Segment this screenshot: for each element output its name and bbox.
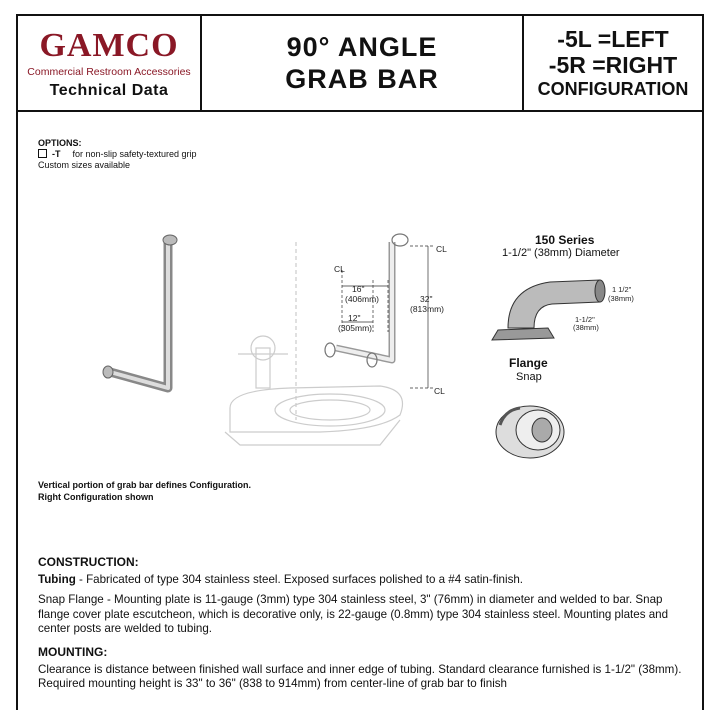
centerline-left: CL bbox=[334, 264, 345, 274]
logo-tagline: Commercial Restroom Accessories bbox=[27, 65, 191, 78]
series-diameter: 1-1/2" (38mm) Diameter bbox=[502, 247, 620, 259]
config-label: CONFIGURATION bbox=[537, 79, 689, 99]
caption-line-2: Right Configuration shown bbox=[38, 492, 154, 502]
title-line-1: 90° ANGLE bbox=[286, 32, 438, 62]
technical-data-label: Technical Data bbox=[49, 81, 169, 99]
option-code: -T bbox=[52, 149, 61, 159]
title-line-2: GRAB BAR bbox=[285, 64, 439, 94]
tubing-label: Tubing bbox=[38, 572, 76, 586]
tubing-paragraph bbox=[38, 573, 684, 588]
dim-32-label: 32" bbox=[420, 294, 433, 304]
config-right: -5R =RIGHT bbox=[548, 52, 678, 78]
tubing-text: - Fabricated of type 304 stainless steel. Exposed surfaces polished to a #4 satin-finish. bbox=[75, 572, 524, 586]
toilet-outline bbox=[225, 242, 403, 445]
flange-title: Flange bbox=[509, 356, 548, 370]
caption-line-1: Vertical portion of grab bar defines Configuration. bbox=[38, 480, 252, 490]
diameter-in-label: 1 1/2" bbox=[612, 285, 632, 294]
mounting-paragraph: Clearance is distance between finished wall surface and inner edge of tubing. Standard clearance furnished is 1-1/2" (38mm). Required mounting height is 33" to 36" (838 to 914mm) from center-line of grab bar to finish bbox=[38, 662, 682, 691]
option-checkbox bbox=[38, 149, 47, 158]
mounting-section bbox=[38, 645, 684, 692]
dim-12-label: 12" bbox=[348, 313, 361, 323]
series-title: 150 Series bbox=[535, 233, 595, 247]
option-text: for non-slip safety-textured grip bbox=[72, 149, 197, 159]
grab-bar-product-image bbox=[103, 235, 177, 388]
dim-12-mm-label: (305mm) bbox=[338, 323, 373, 333]
dim-32-mm-label: (813mm) bbox=[410, 304, 445, 314]
gamco-logo: GAMCO bbox=[39, 26, 179, 64]
centerline-top: CL bbox=[436, 244, 447, 254]
configuration-block bbox=[524, 16, 702, 110]
dim-16-mm-label: (406mm) bbox=[345, 294, 380, 304]
grab-bar-illustration bbox=[80, 220, 700, 480]
clearance-in-label: 1-1/2" bbox=[575, 315, 595, 324]
construction-heading: CONSTRUCTION: bbox=[38, 555, 139, 569]
option-item bbox=[38, 149, 197, 160]
centerline-bottom: CL bbox=[434, 386, 445, 396]
custom-sizes-note: Custom sizes available bbox=[38, 160, 131, 170]
logo-block bbox=[18, 16, 202, 110]
options-title: OPTIONS: bbox=[38, 138, 82, 148]
dim-16-label: 16" bbox=[352, 284, 365, 294]
title-block bbox=[202, 16, 524, 110]
mounting-heading: MOUNTING: bbox=[38, 645, 108, 659]
clearance-mm-label: (38mm) bbox=[573, 323, 599, 332]
options-block bbox=[38, 138, 197, 171]
flange-type: Snap bbox=[516, 371, 542, 383]
construction-section bbox=[38, 555, 684, 637]
snap-flange-image bbox=[496, 406, 564, 458]
diameter-mm-label: (38mm) bbox=[608, 294, 634, 303]
snap-flange-paragraph: Snap Flange - Mounting plate is 11-gauge (3mm) type 304 stainless steel, 3" (76mm) in diameter and welded to bar. Snap flange cover plate escutcheon, which is decorative only, is 22-gauge (0.8mm) type 304 stainless steel. Mounting plates and center posts are welded to tubing. bbox=[38, 593, 669, 636]
header bbox=[16, 14, 704, 112]
config-left: -5L =LEFT bbox=[557, 26, 669, 52]
configuration-caption bbox=[38, 479, 251, 503]
